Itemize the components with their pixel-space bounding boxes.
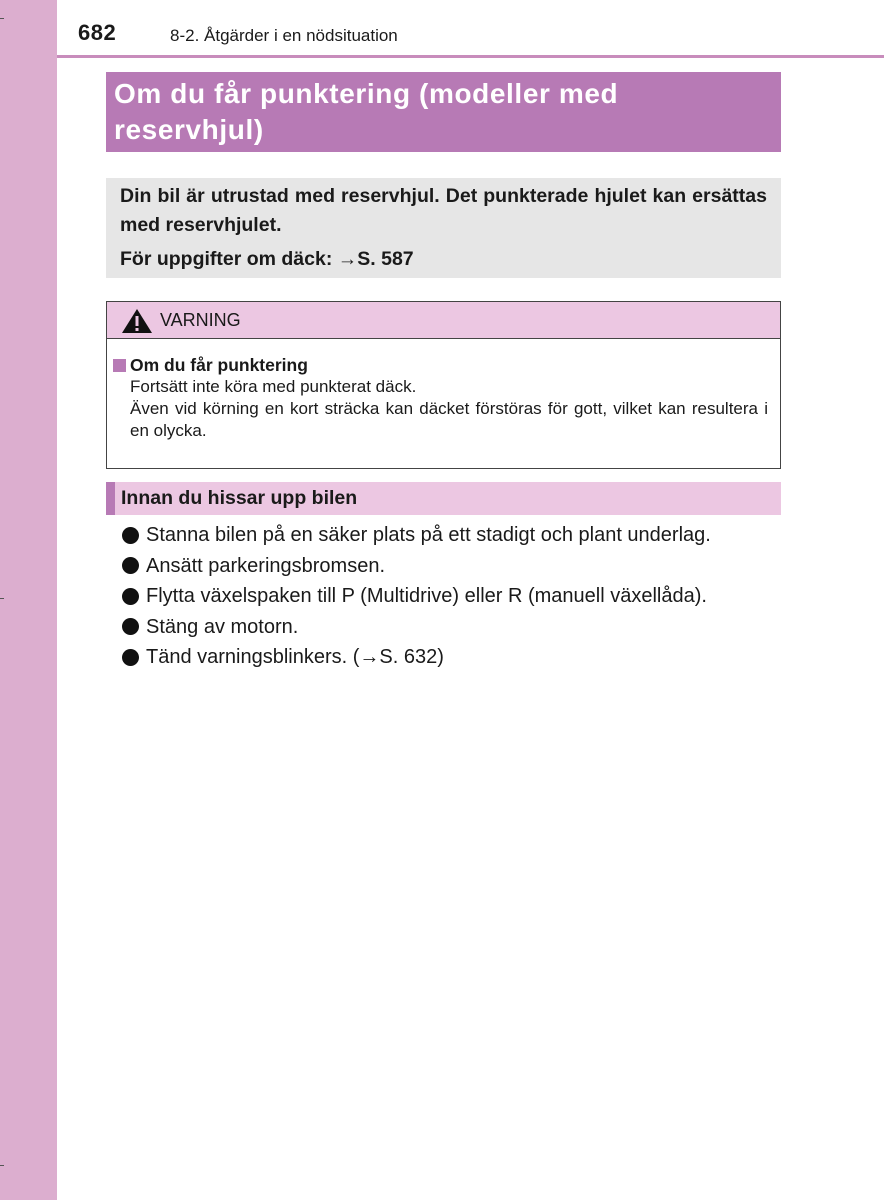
tire-info-reference: För uppgifter om däck: →S. 587 — [120, 248, 414, 270]
list-item — [122, 551, 782, 582]
bullet-icon — [122, 527, 139, 544]
list-item-text: Flytta växelspaken till P (Multidrive) eller R (manuell växellåda). — [146, 585, 707, 607]
list-item — [122, 520, 782, 551]
bullet-icon — [122, 557, 139, 574]
warning-subheading — [113, 354, 768, 376]
instruction-list — [122, 520, 782, 673]
page-title — [106, 72, 781, 152]
warning-header — [107, 302, 780, 339]
list-item-text: Stanna bilen på en säker plats på ett stadigt och plant underlag. — [146, 524, 711, 546]
list-item — [122, 612, 782, 643]
list-item — [122, 581, 782, 612]
bullet-icon — [122, 618, 139, 635]
crop-mark — [0, 1165, 4, 1166]
section-reference: 8-2. Åtgärder i en nödsituation — [170, 26, 398, 45]
crop-mark — [0, 598, 4, 599]
list-item-text: Tänd varningsblinkers. (→S. 632) — [146, 646, 444, 668]
warning-body — [107, 339, 780, 442]
page-title-line-1: Om du får punktering (modeller med — [114, 78, 619, 109]
warning-label: VARNING — [160, 310, 241, 330]
page-number: 682 — [78, 20, 117, 45]
section-heading: Innan du hissar upp bilen — [106, 482, 781, 515]
intro-paragraph: Din bil är utrustad med reservhjul. Det punkterade hjulet kan ersättas med reservhjulet. — [120, 185, 767, 236]
bullet-icon — [122, 649, 139, 666]
list-item-text: Stäng av motorn. — [146, 615, 299, 638]
warning-box — [106, 301, 781, 469]
page-title-line-2: reservhjul) — [114, 114, 264, 145]
bullet-icon — [122, 588, 139, 605]
warning-triangle-icon — [121, 308, 153, 334]
warning-text-2: Även vid körning en kort sträcka kan däcket förstöras för gott, vilket kan resultera i en olycka. — [130, 399, 768, 440]
warning-text-1: Fortsätt inte köra med punkterat däck. — [130, 377, 417, 396]
list-item — [122, 642, 782, 673]
list-item-text: Ansätt parkeringsbromsen. — [146, 554, 386, 577]
square-bullet-icon — [113, 359, 126, 372]
side-strip — [0, 0, 57, 1200]
crop-mark — [0, 18, 4, 19]
warning-subheading-text: Om du får punktering — [130, 355, 308, 375]
header-rule — [57, 55, 884, 58]
intro-box — [106, 178, 781, 278]
